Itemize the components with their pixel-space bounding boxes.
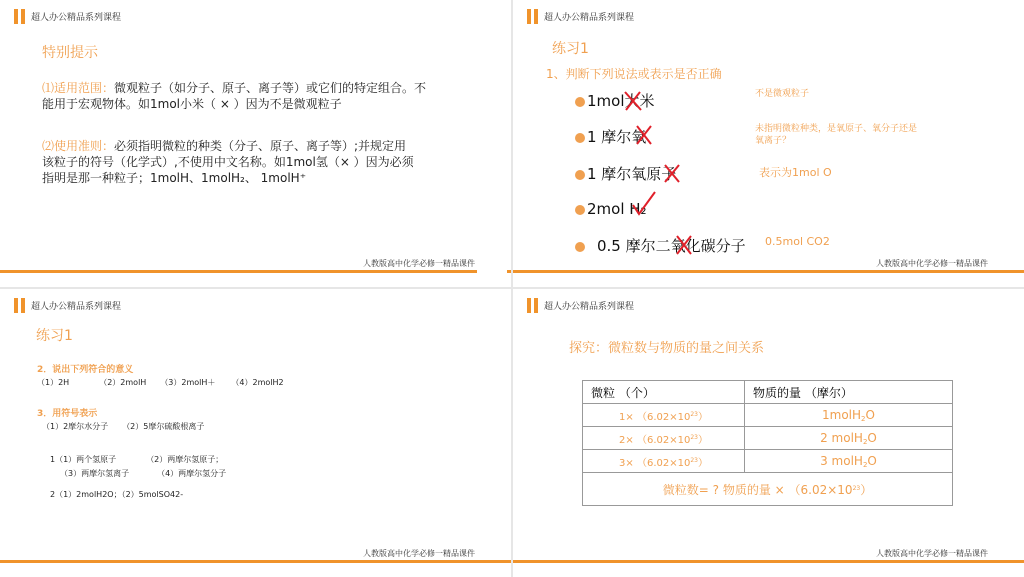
cross-icon <box>665 165 679 182</box>
slide-4[interactable] <box>513 289 1024 577</box>
rules-line-2: 该粒子的符号（化学式）,不使用中文名称。如1mol氢（× ）因为必须 <box>42 155 414 169</box>
answer-1: 1（1）两个氢原子 （2）两摩尔氢原子； （3）两摩尔氢离子 （4）两摩尔氢分子 <box>50 455 227 478</box>
table-cell: 1molH$_2$O <box>745 404 953 427</box>
table-row <box>583 473 953 506</box>
formula-cell: 微粒数= ? 物质的量 × $(6.02\times 10^{23})$ <box>583 473 953 506</box>
slide-1[interactable] <box>0 0 511 287</box>
slide-3[interactable] <box>0 289 511 577</box>
brand-bars-icon <box>527 298 538 313</box>
question-2: 2．说出下列符合的意义 <box>37 365 134 375</box>
scope-label: ⑴适用范围： <box>42 81 115 95</box>
slide-header <box>14 297 121 313</box>
cross-icon <box>637 126 651 144</box>
footer-bar <box>513 270 1024 273</box>
slide-title: 探究：微粒数与物质的量之间关系 <box>569 341 765 356</box>
slide-2[interactable] <box>513 0 1024 287</box>
cross-icon <box>677 236 691 254</box>
table-row <box>583 404 953 427</box>
question-3-items: （1）2摩尔水分子 （2）5摩尔硫酸根离子 <box>42 422 205 431</box>
footer-bar <box>0 560 511 563</box>
footer-label: 人教版高中化学必修一精品课件 <box>359 258 479 269</box>
rules-label: ⑵使用准则： <box>42 139 115 153</box>
slide-subtitle: 1、判断下列说法或表示是否正确 <box>546 67 722 81</box>
brand-label: 超人办公精品系列课程 <box>31 12 122 23</box>
judge-item: 2mol H₂ <box>575 200 647 218</box>
check-icon <box>633 192 655 214</box>
slide-title: 特别提示 <box>42 45 98 61</box>
rules-line-1: 必须指明微粒的种类（分子、原子、离子等）;并规定用 <box>114 139 407 153</box>
footer-label: 人教版高中化学必修一精品课件 <box>872 548 992 559</box>
note: 不是微观粒子 <box>755 89 810 99</box>
brand-bars-icon <box>14 9 25 24</box>
footer-bar <box>0 270 511 273</box>
brand-label: 超人办公精品系列课程 <box>544 12 635 23</box>
judge-item: 1mol大米 <box>575 90 655 111</box>
paragraph-scope <box>42 80 426 112</box>
table-row <box>583 427 953 450</box>
paragraph-rules <box>42 138 414 186</box>
rules-line-3: 指明是那一种粒子；1molH、1molH₂、 1molH⁺ <box>42 171 307 185</box>
table-cell: 2 molH$_2$O <box>745 427 953 450</box>
header-cell: 物质的量 （摩尔） <box>745 381 953 404</box>
relation-table <box>582 380 953 506</box>
slide-title: 练习1 <box>36 328 73 344</box>
scope-line-2: 能用于宏观物体。如1mol小米（ × ）因为不是微观粒子 <box>42 97 342 111</box>
note: 0.5mol CO2 <box>765 235 830 248</box>
brand-label: 超人办公精品系列课程 <box>544 301 635 312</box>
brand-label: 超人办公精品系列课程 <box>31 301 122 312</box>
slide-title: 练习1 <box>552 41 589 57</box>
answer-2: 2（1）2molH2O；（2）5molSO42- <box>50 490 184 499</box>
scope-line-1: 微观粒子（如分子、原子、离子等）或它们的特定组合。不 <box>114 81 427 95</box>
judge-item: 0.5 摩尔二氧化碳分子 <box>575 235 746 256</box>
brand-bars-icon <box>14 298 25 313</box>
judge-item: 1 摩尔氧 <box>575 126 646 147</box>
cross-icon <box>625 92 641 110</box>
table-cell: $2\times (6.02\times 10^{23})$ <box>583 427 745 450</box>
note: 氧离子？ <box>755 136 792 146</box>
table-cell: $3\times (6.02\times 10^{23})$ <box>583 450 745 473</box>
note: 表示为1mol O <box>759 166 832 179</box>
question-3: 3．用符号表示 <box>37 409 98 419</box>
footer-label: 人教版高中化学必修一精品课件 <box>872 258 992 269</box>
table-cell: $1\times (6.02\times 10^{23})$ <box>583 404 745 427</box>
slide-header <box>527 297 634 313</box>
table-row <box>583 450 953 473</box>
table-cell: 3 molH$_2$O <box>745 450 953 473</box>
footer-bar <box>513 560 1024 563</box>
question-2-items: （1）2H （2）2molH （3）2molH＋ （4）2molH2 <box>37 378 284 387</box>
table-header-row <box>583 381 953 404</box>
footer-label: 人教版高中化学必修一精品课件 <box>359 548 479 559</box>
judge-item: 1 摩尔氧原子 <box>575 163 676 184</box>
note: 未指明微粒种类，是氧原子、氧分子还是 <box>755 124 918 134</box>
header-cell: 微粒 （个） <box>583 381 745 404</box>
slide-header <box>14 8 121 24</box>
